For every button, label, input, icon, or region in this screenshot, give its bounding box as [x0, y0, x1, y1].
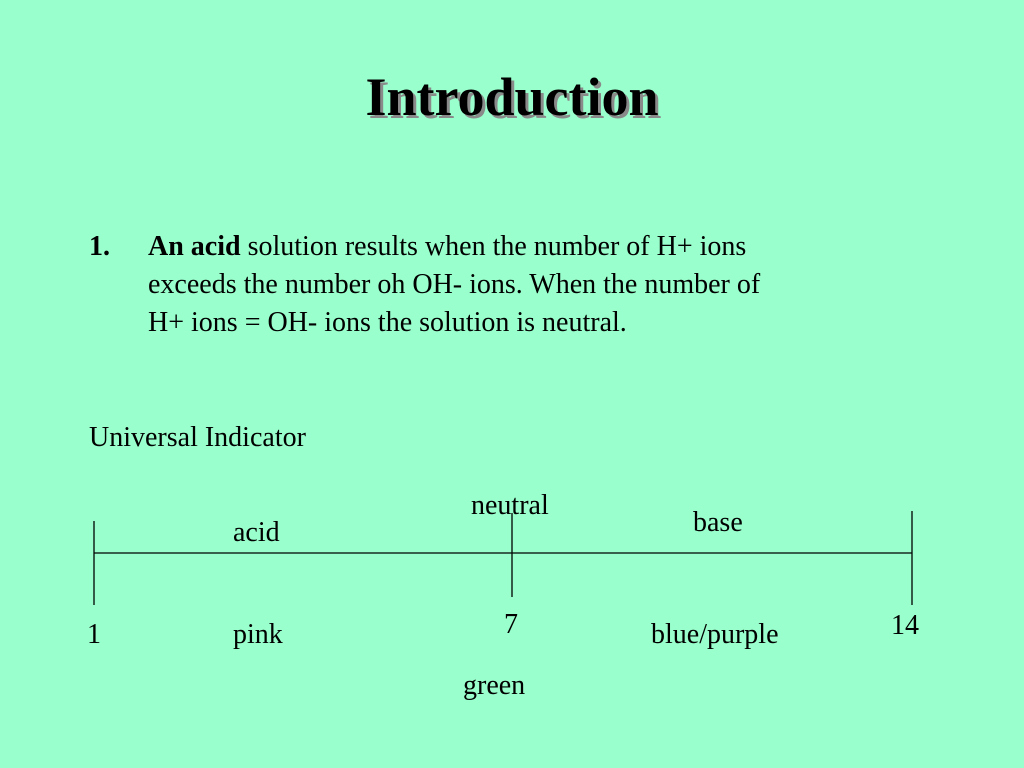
indicator-heading: Universal Indicator	[89, 422, 306, 453]
tick-label-14: 14	[891, 610, 919, 641]
color-label-blue-purple: blue/purple	[651, 619, 779, 650]
region-label-neutral: neutral	[471, 490, 549, 521]
definition-line-2: exceeds the number oh OH- ions. When the number of	[148, 269, 761, 300]
tick-label-7: 7	[504, 609, 518, 640]
slide-title: Introduction	[365, 67, 659, 127]
definition-line-3: H+ ions = OH- ions the solution is neutral.	[148, 307, 627, 338]
tick-label-1: 1	[87, 619, 101, 650]
list-number: 1.	[89, 231, 110, 262]
bold-term-acid: An acid	[148, 231, 241, 262]
color-label-green: green	[463, 670, 526, 701]
region-label-acid: acid	[233, 517, 280, 548]
color-label-pink: pink	[233, 619, 283, 650]
definition-line-1: solution results when the number of H+ ions	[240, 231, 747, 262]
region-label-base: base	[693, 507, 743, 538]
